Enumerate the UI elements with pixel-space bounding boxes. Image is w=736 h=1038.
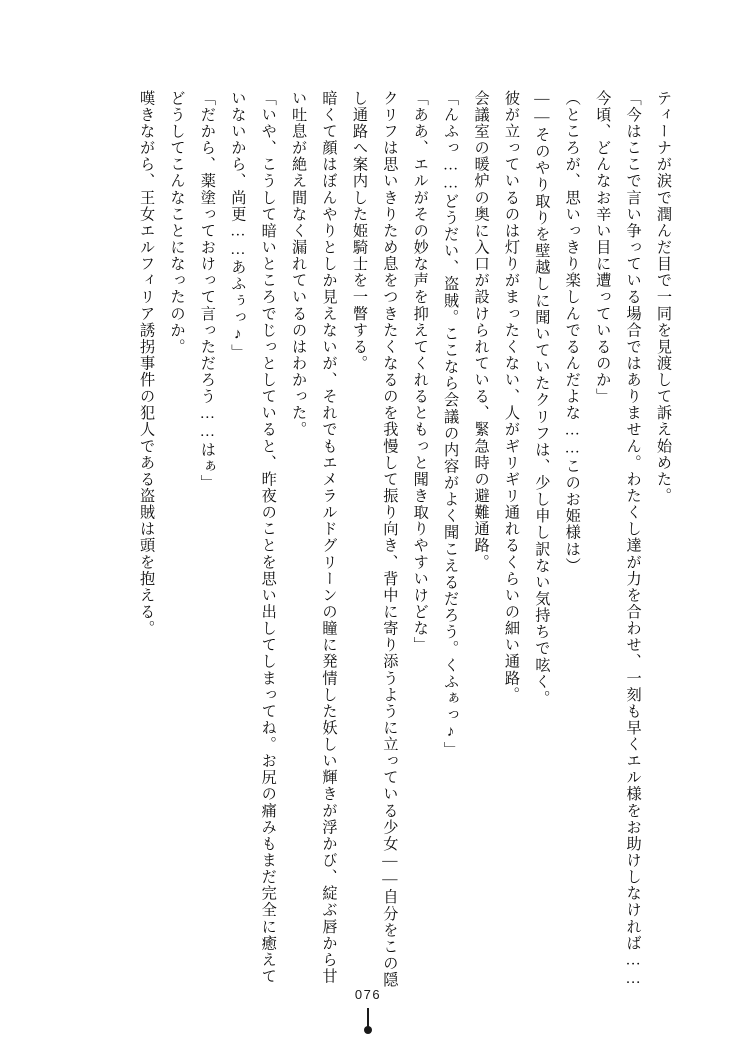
paragraph: 嘆きながら、王女エルフィリア誘拐事件の犯人である盗賊は頭を抱える。: [138, 90, 156, 637]
page-number: 076: [354, 987, 382, 1002]
paragraph: 「ああ、エルがその妙な声を抑えてくれるともっと聞き取りやすいけどな」: [411, 90, 429, 654]
paragraph: 会議室の暖炉の奥に入口が設けられている、緊急時の避難通路。: [472, 90, 490, 571]
paragraph: 暗くて顔はぼんやりとしか見えないが、それでもエメラルドグリーンの瞳に発情した妖しい輝きが浮かび、綻ぶ唇から甘い吐息が絶え間なく漏れているのはわかった。: [290, 90, 338, 985]
paragraph: 「んふっ……どうだい、盗賊。ここなら会議の内容がよく聞こえるだろう。くふぁっ♪」: [442, 90, 460, 759]
paragraph: 彼が立っているのは灯りがまったくない、人がギリギリ通れるくらいの細い通路。: [502, 90, 520, 704]
paragraph: クリフは思いきりため息をつきたくなるのを我慢して振り向き、背中に寄り添うように立っている少女――自分をこの隠し通路へ案内した姫騎士を一瞥する。: [350, 90, 399, 989]
paragraph: 「今はここで言い争っている場合ではありません。わたくし達が力を合わせ、一刻も早くエル様をお助けしなければ……今頃、どんなお辛い目に遭っているのか」: [594, 90, 642, 989]
paragraph: （ところが、思いっきり楽しんでるんだよな……このお姫様は）: [563, 90, 581, 575]
body-text: [38, 90, 678, 990]
page-footer-mark: [367, 1008, 369, 1030]
paragraph: 「いや、こうして暗いところでじっとしていると、昨夜のことを思い出してしまってね。お尻の痛みもまだ完全に癒えていないから、尚更……あふぅっ♪」: [229, 90, 277, 985]
paragraph: ――そのやり取りを壁越しに聞いていたクリフは、少し申し訳ない気持ちで呟く。: [533, 90, 551, 707]
paragraph: 「だから、薬塗っておけって言っただろう……はぁ」: [198, 90, 216, 492]
paragraph: ティーナが涙で潤んだ目で一同を見渡して訴え始めた。: [655, 90, 672, 505]
page-content-area: [38, 30, 698, 989]
paragraph: どうしてこんなことになったのか。: [168, 90, 186, 356]
